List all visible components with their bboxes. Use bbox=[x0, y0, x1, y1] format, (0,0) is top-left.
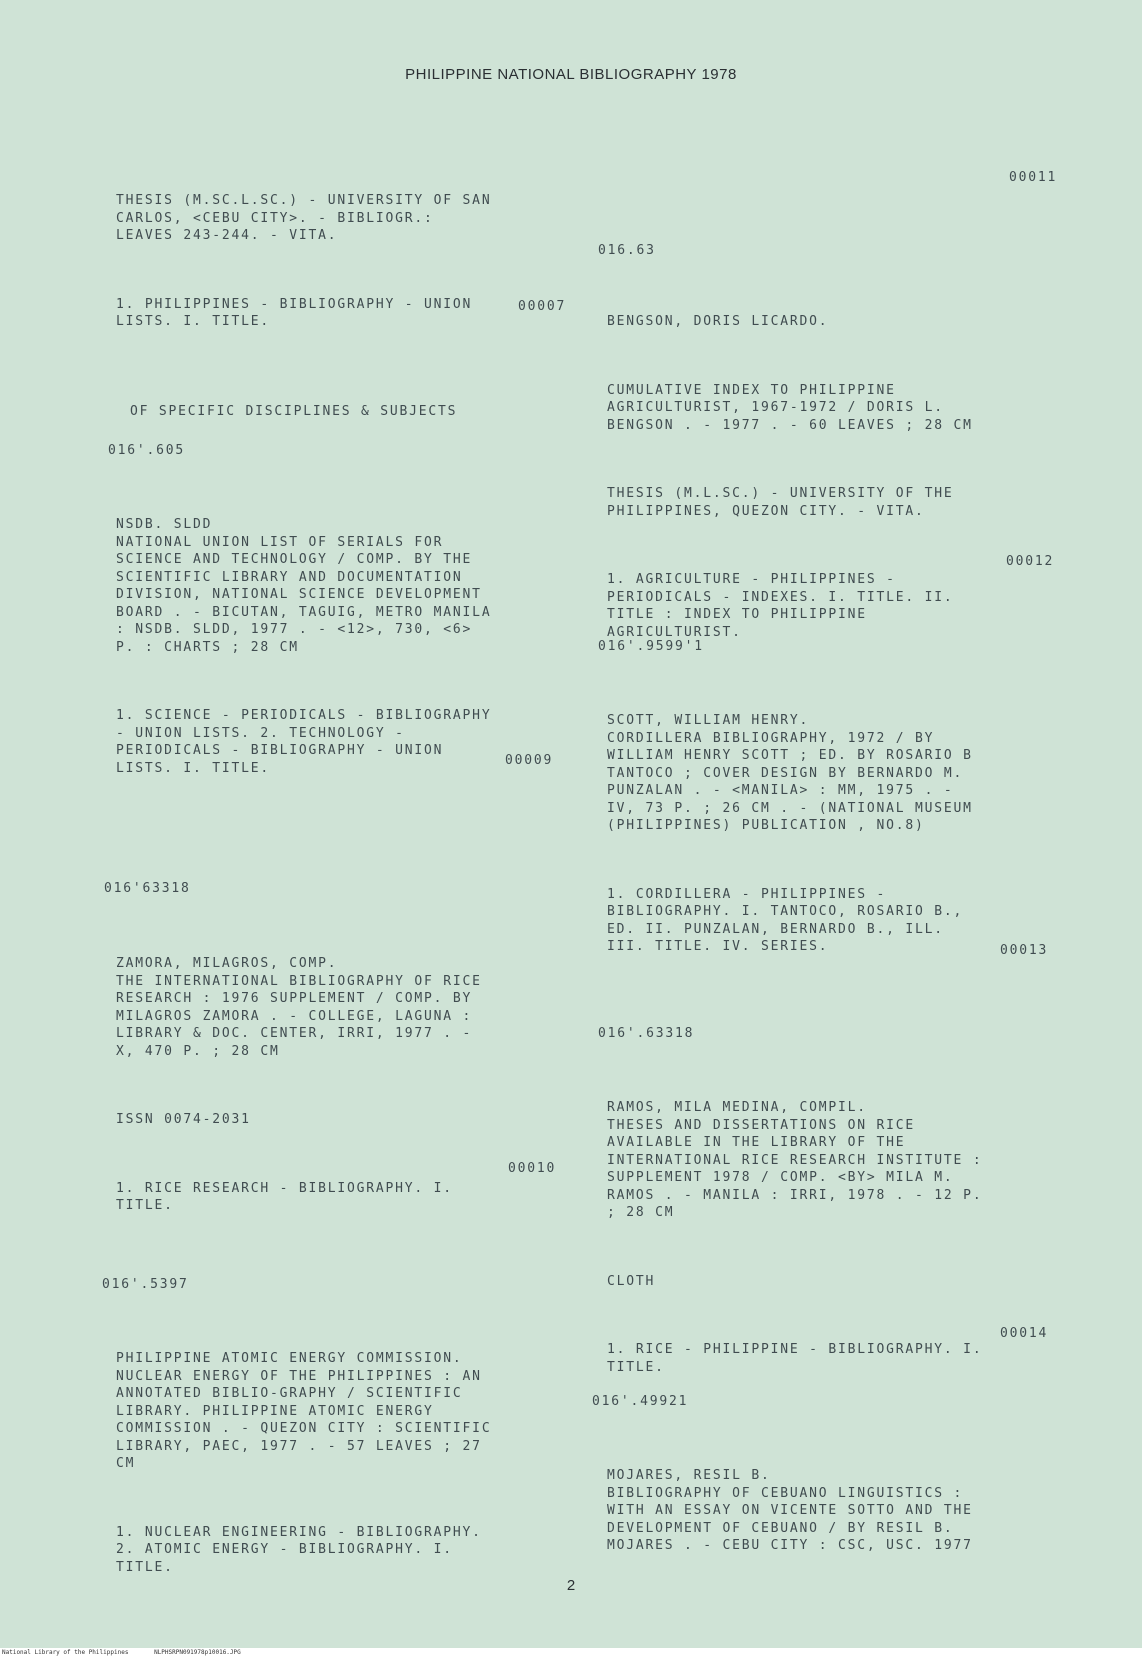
issn: ISSN 0074-2031 bbox=[116, 1112, 251, 1127]
page-header: PHILIPPINE NATIONAL BIBLIOGRAPHY 1978 bbox=[405, 66, 737, 83]
entry-00013 bbox=[607, 677, 1062, 989]
main-entry: BENGSON, DORIS LICARDO. bbox=[607, 314, 829, 329]
bibliographic-description: CUMULATIVE INDEX TO PHILIPPINE AGRICULTURIST, 1967-1972 / DORIS L. BENGSON . - 1977 . - 60 LEAVES ; 28 CM bbox=[607, 382, 973, 433]
subject-tracings: 1. PHILIPPINES - BIBLIOGRAPHY - UNION LISTS. I. TITLE. bbox=[116, 296, 473, 329]
classification-number: 016'63318 bbox=[104, 881, 191, 896]
bibliographic-description: ZAMORA, MILAGROS, COMP. THE INTERNATIONAL BIBLIOGRAPHY OF RICE RESEARCH : 1976 SUPPLEMENT / COMP. BY MILAGROS ZAMORA . - COLLEGE, LAGUNA : LIBRARY & DOC. CENTER, IRRI, 1977 . - X, 470 P. ; 28 CM bbox=[116, 956, 482, 1059]
entry-number-00010: 00010 bbox=[508, 1161, 557, 1176]
footer-filename: NLPHSRPN091978p10016.JPG bbox=[154, 1649, 241, 1656]
entry-00015 bbox=[607, 1432, 1062, 1588]
classification-number: 016'.605 bbox=[108, 443, 186, 458]
subject-tracings: 1. NUCLEAR ENGINEERING - BIBLIOGRAPHY. 2. ATOMIC ENERGY - BIBLIOGRAPHY. I. TITLE. bbox=[116, 1524, 482, 1575]
footer-library: National Library of the Philippines bbox=[2, 1649, 129, 1656]
bibliographic-description: PHILIPPINE ATOMIC ENERGY COMMISSION. NUCLEAR ENERGY OF THE PHILIPPINES : AN ANNOTATED BIBLIO-GRAPHY / SCIENTIFIC LIBRARY. PHILIPPINE ATOMIC ENERGY COMMISSION . - QUEZON CITY : SCIENTIFIC LIBRARY, PAEC, 1977 . - 57 LEAVES ; 27 CM bbox=[116, 1351, 492, 1471]
entry-00011 bbox=[116, 1315, 586, 1610]
entry-number-00007: 00007 bbox=[518, 299, 567, 314]
entry-00014 bbox=[607, 1064, 1062, 1410]
subject-tracings: 1. CORDILLERA - PHILIPPINES - BIBLIOGRAPHY. I. TANTOCO, ROSARIO B., ED. II. PUNZALAN, BERNARDO B., ILL. III. TITLE. IV. SERIES. bbox=[607, 886, 964, 954]
classification-number: 016'.49921 bbox=[592, 1394, 689, 1409]
entry-number-00013: 00013 bbox=[1000, 943, 1049, 958]
scan-footer bbox=[0, 1648, 1142, 1658]
bibliographic-description: RAMOS, MILA MEDINA, COMPIL. THESES AND DISSERTATIONS ON RICE AVAILABLE IN THE LIBRARY OF THE INTERNATIONAL RICE RESEARCH INSTITUTE : SUPPLEMENT 1978 / COMP. <BY> MILA M. RAMOS . - MANILA : IRRI, 1978 . - 12 P. ; 28 CM bbox=[607, 1100, 983, 1220]
subject-tracings: 1. RICE RESEARCH - BIBLIOGRAPHY. I. TITLE. bbox=[116, 1180, 453, 1213]
classification-number: 016.63 bbox=[598, 243, 656, 258]
entry-00012 bbox=[607, 278, 1062, 675]
classification-number: 016'.5397 bbox=[102, 1277, 189, 1292]
subject-tracings: 1. RICE - PHILIPPINE - BIBLIOGRAPHY. I. TITLE. bbox=[607, 1342, 983, 1375]
thesis-note: THESIS (M.L.SC.) - UNIVERSITY OF THE PHILIPPINES, QUEZON CITY. - VITA. bbox=[607, 486, 954, 519]
classification-number: 016'.63318 bbox=[598, 1026, 695, 1041]
entry-number-00014: 00014 bbox=[1000, 1326, 1049, 1341]
binding-note: CLOTH bbox=[607, 1273, 656, 1289]
page-number: 2 bbox=[566, 1577, 576, 1594]
entry-00007-notes bbox=[116, 157, 586, 364]
subject-tracings: 1. AGRICULTURE - PHILIPPINES - PERIODICALS - INDEXES. I. TITLE. II. TITLE : INDEX TO PHILIPPINE AGRICULTURIST. bbox=[607, 572, 954, 640]
entry-number-00011: 00011 bbox=[1009, 170, 1058, 185]
entry-00010 bbox=[116, 920, 586, 1248]
bibliographic-description: NSDB. SLDD NATIONAL UNION LIST OF SERIALS FOR SCIENCE AND TECHNOLOGY / COMP. BY THE SCIENTIFIC LIBRARY AND DOCUMENTATION DIVISION, NATIONAL SCIENCE DEVELOPMENT BOARD . - BICUTAN, TAGUIG, METRO MANILA : NSDB. SLDD, 1977 . - <12>, 730, <6> P. : CHARTS ; 28 CM bbox=[116, 517, 492, 655]
classification-number: 016'.9599'1 bbox=[598, 639, 704, 654]
entry-number-00012: 00012 bbox=[1006, 554, 1055, 569]
subject-tracings: 1. SCIENCE - PERIODICALS - BIBLIOGRAPHY - UNION LISTS. 2. TECHNOLOGY - PERIODICALS - BIBLIOGRAPHY - UNION LISTS. I. TITLE. bbox=[116, 708, 492, 776]
section-heading: OF SPECIFIC DISCIPLINES & SUBJECTS bbox=[130, 404, 458, 419]
bibliographic-description: SCOTT, WILLIAM HENRY. CORDILLERA BIBLIOGRAPHY, 1972 / BY WILLIAM HENRY SCOTT ; ED. BY ROSARIO B TANTOCO ; COVER DESIGN BY BERNARDO M. PUNZALAN . - <MANILA> : MM, 1975 . - IV, 73 P. ; 26 CM . - (NATIONAL MUSEUM (PHILIPPINES) PUBLICATION , NO.8) bbox=[607, 713, 973, 833]
bibliographic-description: MOJARES, RESIL B. BIBLIOGRAPHY OF CEBUANO LINGUISTICS : WITH AN ESSAY ON VICENTE SOTTO AND THE DEVELOPMENT OF CEBUANO / BY RESIL B. MOJARES . - CEBU CITY : CSC, USC. 1977 bbox=[607, 1468, 973, 1553]
thesis-note: THESIS (M.SC.L.SC.) - UNIVERSITY OF SAN CARLOS, <CEBU CITY>. - BIBLIOGR.: LEAVES 243-244. - VITA. bbox=[116, 193, 492, 243]
entry-number-00009: 00009 bbox=[505, 753, 554, 768]
